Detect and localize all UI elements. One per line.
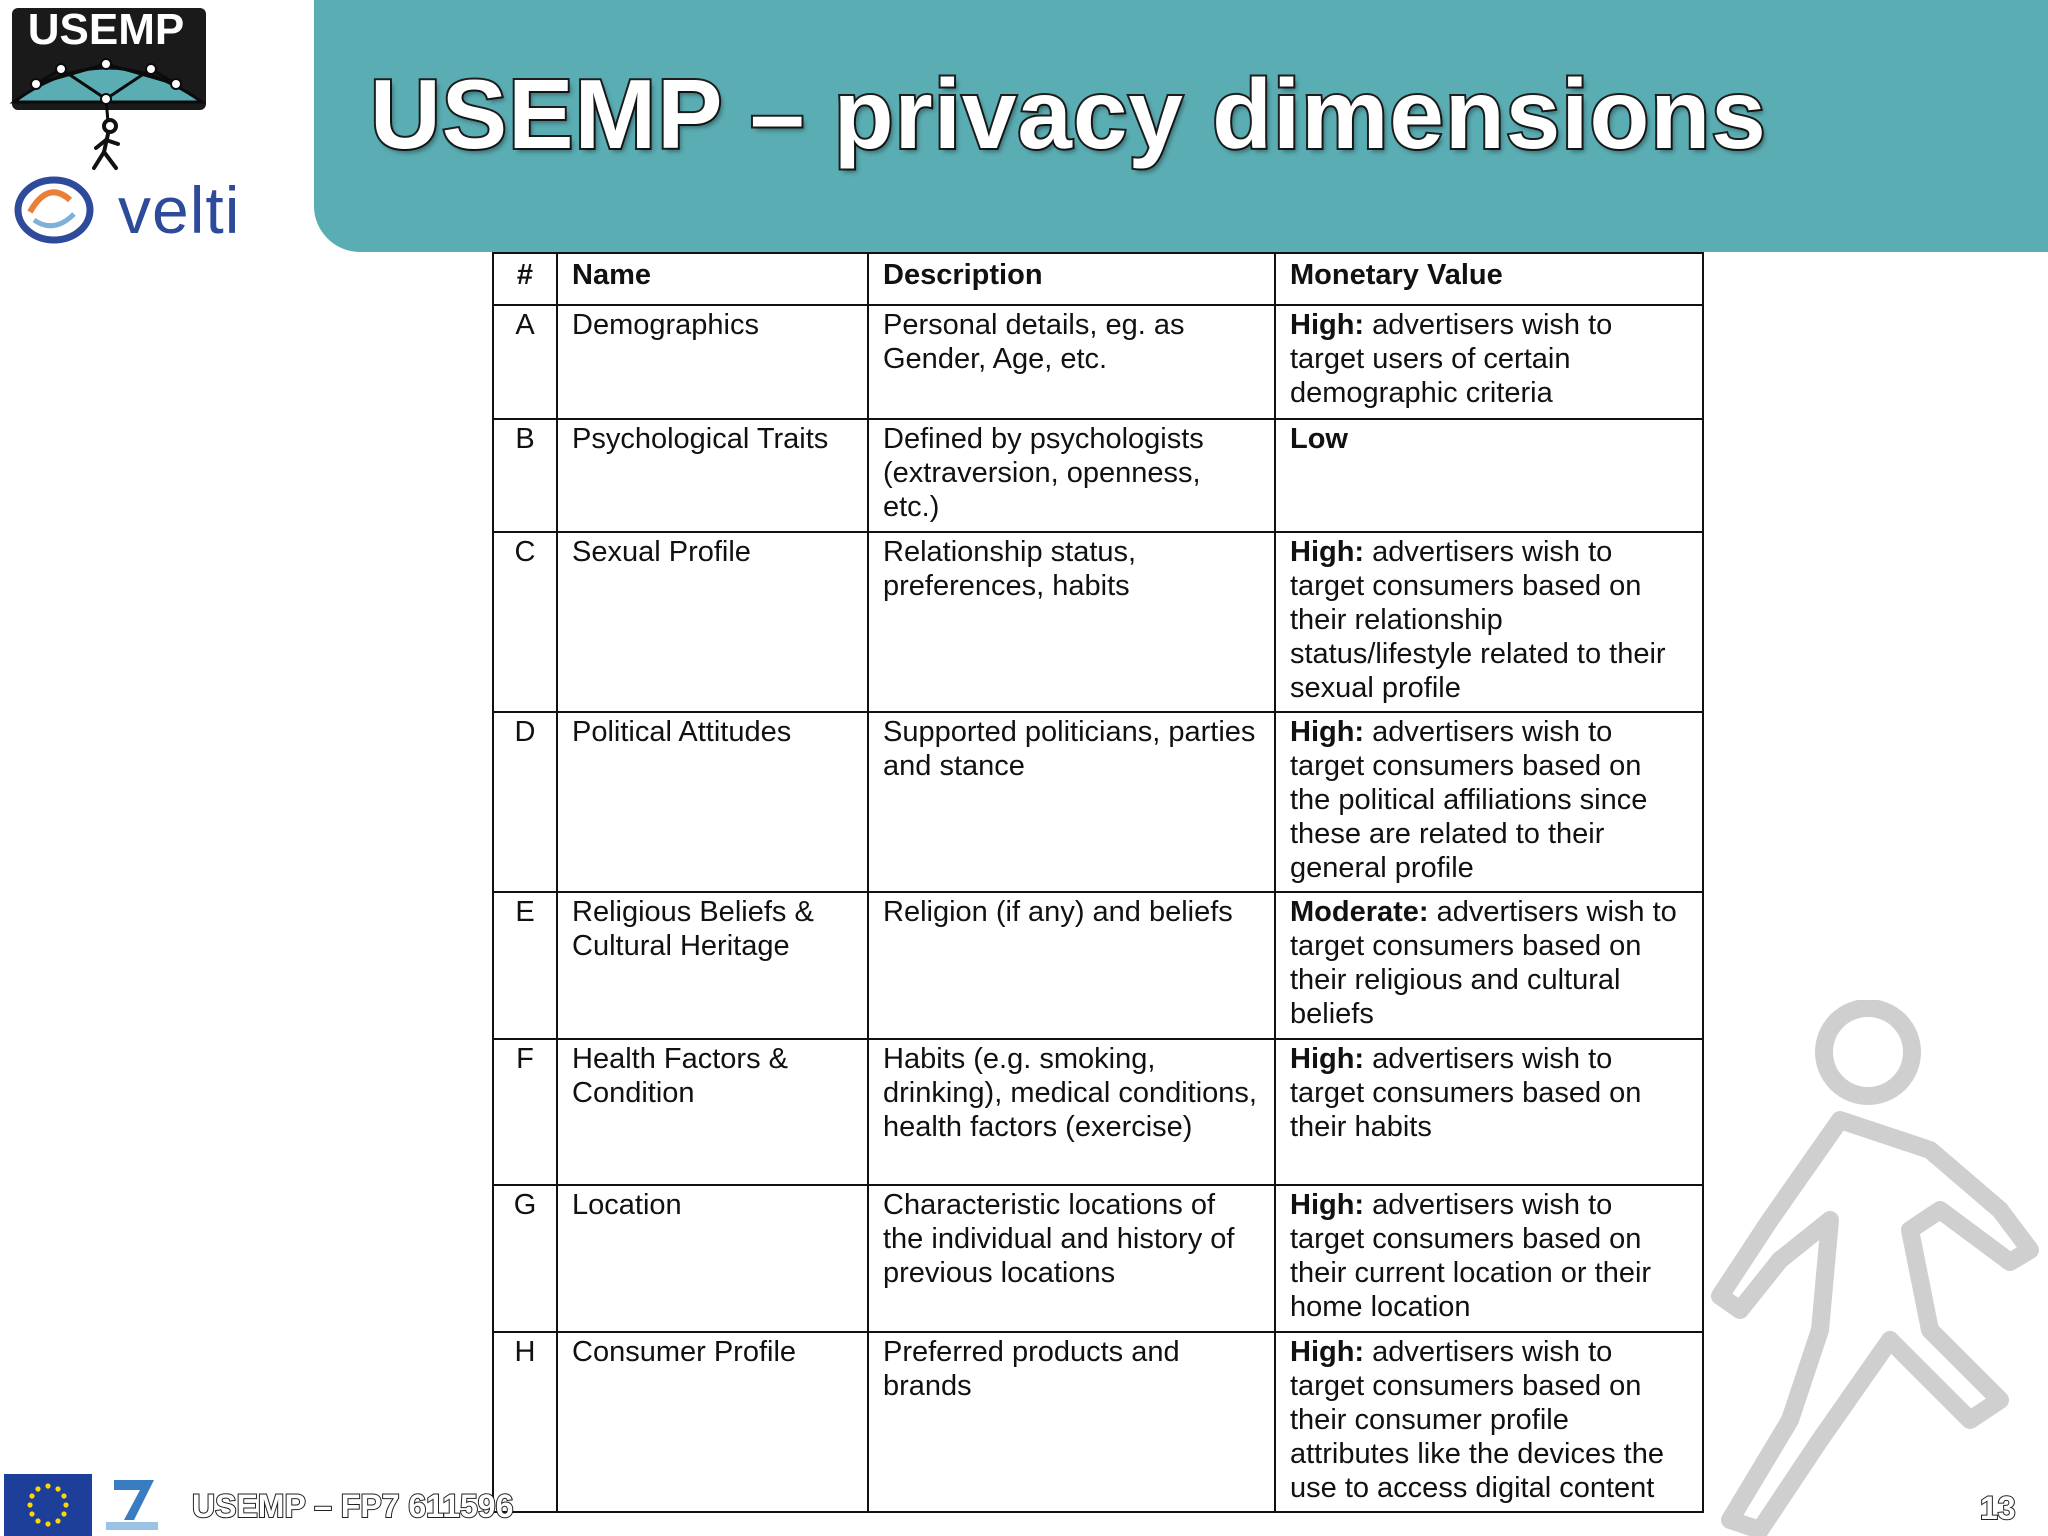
usemp-logo-text: USEMP: [27, 5, 185, 54]
row-description: Religion (if any) and beliefs: [868, 892, 1275, 1039]
row-name: Demographics: [557, 305, 868, 419]
row-id: B: [493, 419, 557, 532]
privacy-dimensions-table: [492, 252, 1704, 1513]
row-monetary-value: [1275, 1332, 1703, 1512]
value-detail: advertisers wish to target consumers based on the political affiliations since these are related to their general profile: [1290, 716, 1648, 884]
row-monetary-value: [1275, 712, 1703, 892]
row-id: H: [493, 1332, 557, 1512]
row-name: Religious Beliefs & Cultural Heritage: [557, 892, 868, 1039]
value-level: High:: [1290, 1336, 1365, 1368]
row-description: Habits (e.g. smoking, drinking), medical conditions, health factors (exercise): [868, 1039, 1275, 1185]
table-row: [493, 1332, 1703, 1512]
row-id: A: [493, 305, 557, 419]
slide-title: USEMP – privacy dimensions: [370, 59, 1767, 169]
value-level: High:: [1290, 1043, 1365, 1075]
value-detail: advertisers wish to target consumers based on their habits: [1290, 1043, 1642, 1143]
value-detail: advertisers wish to target consumers based on their consumer profile attributes like the devices the use to access digital content: [1290, 1336, 1664, 1504]
header-description: Description: [868, 253, 1275, 305]
value-detail: advertisers wish to target consumers based on their current location or their home location: [1290, 1189, 1652, 1323]
row-id: C: [493, 532, 557, 712]
row-id: E: [493, 892, 557, 1039]
row-name: Political Attitudes: [557, 712, 868, 892]
table-row: [493, 712, 1703, 892]
footer-project-id: USEMP – FP7 611596: [192, 1488, 514, 1524]
row-name: Sexual Profile: [557, 532, 868, 712]
value-detail: advertisers wish to target consumers based on their relationship status/lifestyle related to their sexual profile: [1290, 536, 1666, 704]
value-level: Moderate:: [1290, 896, 1429, 928]
row-monetary-value: [1275, 419, 1703, 532]
value-level: High:: [1290, 716, 1365, 748]
value-detail: advertisers wish to target users of certain demographic criteria: [1290, 309, 1613, 409]
row-id: F: [493, 1039, 557, 1185]
row-name: Psychological Traits: [557, 419, 868, 532]
row-monetary-value: [1275, 1039, 1703, 1185]
value-level: High:: [1290, 536, 1365, 568]
value-level: High:: [1290, 1189, 1365, 1221]
row-monetary-value: [1275, 1185, 1703, 1332]
eu-flag-icon: [4, 1474, 92, 1536]
table-row: [493, 892, 1703, 1039]
row-description: Defined by psychologists (extraversion, openness, etc.): [868, 419, 1275, 532]
walking-figure-icon: [1700, 1000, 2048, 1536]
header-monetary-value: Monetary Value: [1275, 253, 1703, 305]
row-monetary-value: [1275, 532, 1703, 712]
row-id: G: [493, 1185, 557, 1332]
row-description: Personal details, eg. as Gender, Age, etc.: [868, 305, 1275, 419]
value-level: Low: [1290, 423, 1348, 455]
table-row: [493, 1185, 1703, 1332]
row-name: Health Factors & Condition: [557, 1039, 868, 1185]
table-row: [493, 305, 1703, 419]
row-monetary-value: [1275, 305, 1703, 419]
row-id: D: [493, 712, 557, 892]
page-number: 13: [1980, 1490, 2016, 1526]
row-name: Consumer Profile: [557, 1332, 868, 1512]
table-row: [493, 1039, 1703, 1185]
header-name: Name: [557, 253, 868, 305]
header-id: #: [493, 253, 557, 305]
row-description: Characteristic locations of the individual and history of previous locations: [868, 1185, 1275, 1332]
fp7-logo-icon: [100, 1474, 164, 1536]
value-level: High:: [1290, 309, 1365, 341]
value-detail: advertisers wish to target consumers based on their religious and cultural beliefs: [1290, 896, 1677, 1030]
table-row: [493, 419, 1703, 532]
row-name: Location: [557, 1185, 868, 1332]
table-row: [493, 532, 1703, 712]
row-description: Supported politicians, parties and stance: [868, 712, 1275, 892]
velti-logo-text: velti: [118, 173, 241, 247]
row-monetary-value: [1275, 892, 1703, 1039]
usemp-logo: [6, 4, 206, 172]
row-description: Preferred products and brands: [868, 1332, 1275, 1512]
row-description: Relationship status, preferences, habits: [868, 532, 1275, 712]
table-header-row: [493, 253, 1703, 305]
